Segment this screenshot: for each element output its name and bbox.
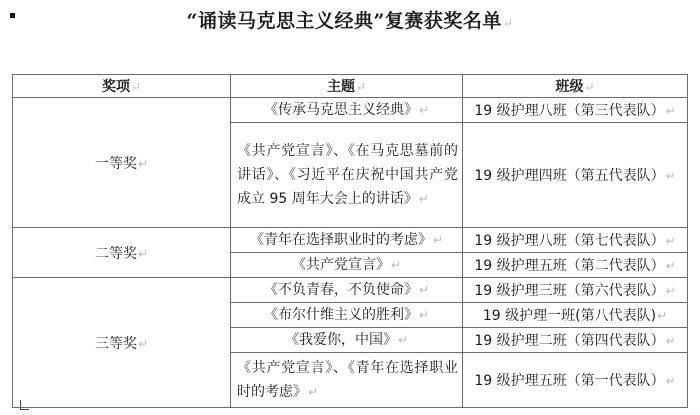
- class-cell: 19 级护理一班(第八代表队)↵: [463, 303, 688, 328]
- award-third-prize: 三等奖↵: [13, 278, 231, 408]
- class-cell: 19 级护理五班（第一代表队）↵: [463, 353, 688, 408]
- paragraph-mark-icon: ↵: [502, 16, 514, 30]
- table-row: [13, 228, 688, 253]
- header-class: 班级↵: [463, 75, 688, 98]
- header-theme: 主题↵: [231, 75, 463, 98]
- class-cell: 19 级护理二班（第四代表队）↵: [463, 328, 688, 353]
- award-first-prize: 一等奖↵: [13, 98, 231, 228]
- theme-cell: 《共产党宣言》↵: [231, 253, 463, 278]
- class-cell: 19 级护理五班（第二代表队）↵: [463, 253, 688, 278]
- class-cell: 19 级护理三班（第六代表队）↵: [463, 278, 688, 303]
- theme-cell: 《共产党宣言》、《青年在选择职业时的考虑》↵: [231, 353, 463, 408]
- theme-cell: 《共产党宣言》、《在马克思墓前的讲话》、《习近平在庆祝中国共产党成立 95 周年大会上的讲话》↵: [231, 123, 463, 228]
- header-award: 奖项↵: [13, 75, 231, 98]
- theme-cell: 《我爱你，中国》↵: [231, 328, 463, 353]
- class-cell: 19 级护理八班（第三代表队）↵: [463, 98, 688, 123]
- table-row: [13, 98, 688, 123]
- text-end-marker-icon: [20, 400, 29, 410]
- theme-cell: 《不负青春，不负使命》↵: [231, 278, 463, 303]
- theme-cell: 《布尔什维主义的胜利》↵: [231, 303, 463, 328]
- theme-cell: 《传承马克思主义经典》↵: [231, 98, 463, 123]
- theme-cell: 《青年在选择职业时的考虑》↵: [231, 228, 463, 253]
- table-header-row: [13, 75, 688, 98]
- table-row: [13, 278, 688, 303]
- class-cell: 19 级护理八班（第七代表队）↵: [463, 228, 688, 253]
- page-title: [0, 6, 700, 33]
- award-second-prize: 二等奖↵: [13, 228, 231, 278]
- class-cell: 19 级护理四班（第五代表队）↵: [463, 123, 688, 228]
- awards-table: [12, 74, 688, 408]
- title-text: “诵读马克思主义经典”复赛获奖名单: [186, 10, 502, 32]
